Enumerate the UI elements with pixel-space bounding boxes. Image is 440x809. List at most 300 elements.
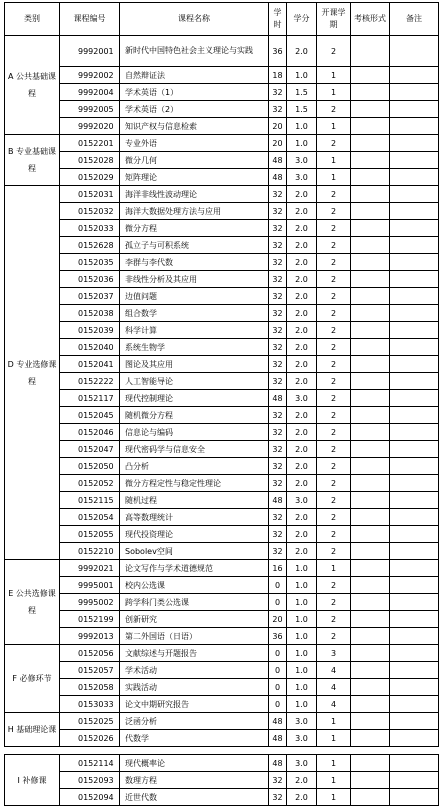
category-label: D 专业选修课程 <box>5 186 60 560</box>
course-notes <box>390 271 439 288</box>
course-row <box>5 101 439 118</box>
course-hours: 32 <box>269 424 287 441</box>
course-term: 2 <box>317 339 351 356</box>
course-code: 0152628 <box>60 237 120 254</box>
course-hours: 32 <box>269 772 287 789</box>
course-hours: 20 <box>269 611 287 628</box>
course-row <box>5 560 439 577</box>
course-name: 海洋非线性波动理论 <box>120 186 269 203</box>
course-term: 2 <box>317 101 351 118</box>
course-assessment <box>351 373 390 390</box>
course-notes <box>390 84 439 101</box>
course-name: 第二外国语（日语） <box>120 628 269 645</box>
category-label: F 必修环节 <box>5 645 60 713</box>
course-assessment <box>351 237 390 254</box>
course-row <box>5 594 439 611</box>
course-credits: 2.0 <box>287 356 317 373</box>
course-name: 文献综述与开题报告 <box>120 645 269 662</box>
course-name: 海洋大数据处理方法与应用 <box>120 203 269 220</box>
course-credits: 1.5 <box>287 101 317 118</box>
course-notes <box>390 441 439 458</box>
course-credits: 2.0 <box>287 271 317 288</box>
course-assessment <box>351 203 390 220</box>
course-code: 9992013 <box>60 628 120 645</box>
course-row <box>5 390 439 407</box>
course-notes <box>390 772 439 789</box>
course-notes <box>390 492 439 509</box>
course-credits: 1.0 <box>287 611 317 628</box>
course-credits: 2.0 <box>287 407 317 424</box>
course-hours: 48 <box>269 390 287 407</box>
course-credits: 3.0 <box>287 152 317 169</box>
course-term: 2 <box>317 373 351 390</box>
course-term: 2 <box>317 220 351 237</box>
category-label: A 公共基础课程 <box>5 36 60 135</box>
course-name: 人工智能导论 <box>120 373 269 390</box>
course-assessment <box>351 322 390 339</box>
course-hours: 32 <box>269 441 287 458</box>
course-row <box>5 424 439 441</box>
course-name: 创新研究 <box>120 611 269 628</box>
supplementary-table-body <box>5 755 439 806</box>
course-notes <box>390 373 439 390</box>
course-hours: 36 <box>269 628 287 645</box>
course-row <box>5 67 439 84</box>
course-hours: 32 <box>269 84 287 101</box>
course-row <box>5 492 439 509</box>
course-notes <box>390 407 439 424</box>
course-name: 新时代中国特色社会主义理论与实践 <box>120 36 269 67</box>
course-assessment <box>351 662 390 679</box>
course-row <box>5 628 439 645</box>
course-assessment <box>351 730 390 747</box>
course-hours: 32 <box>269 288 287 305</box>
course-notes <box>390 543 439 560</box>
course-code: 0152025 <box>60 713 120 730</box>
course-name: 非线性分析及其应用 <box>120 271 269 288</box>
course-code: 0153033 <box>60 696 120 713</box>
course-code: 0152056 <box>60 645 120 662</box>
course-hours: 16 <box>269 560 287 577</box>
course-hours: 32 <box>269 339 287 356</box>
course-hours: 0 <box>269 696 287 713</box>
course-name: 图论及其应用 <box>120 356 269 373</box>
course-assessment <box>351 305 390 322</box>
course-name: 随机过程 <box>120 492 269 509</box>
course-code: 0152040 <box>60 339 120 356</box>
course-code: 0152036 <box>60 271 120 288</box>
course-name: 现代概率论 <box>120 755 269 772</box>
course-credits: 2.0 <box>287 339 317 356</box>
course-hours: 32 <box>269 322 287 339</box>
course-credits: 3.0 <box>287 492 317 509</box>
course-code: 0152201 <box>60 135 120 152</box>
course-notes <box>390 509 439 526</box>
course-notes <box>390 118 439 135</box>
course-name: 知识产权与信息检索 <box>120 118 269 135</box>
course-notes <box>390 237 439 254</box>
course-term: 4 <box>317 679 351 696</box>
course-name: 学术英语（2） <box>120 101 269 118</box>
course-hours: 32 <box>269 356 287 373</box>
course-credits: 2.0 <box>287 254 317 271</box>
course-row <box>5 118 439 135</box>
course-hours: 48 <box>269 492 287 509</box>
course-credits: 3.0 <box>287 730 317 747</box>
course-credits: 1.0 <box>287 135 317 152</box>
course-name: 凸分析 <box>120 458 269 475</box>
course-credits: 2.0 <box>287 373 317 390</box>
course-credits: 2.0 <box>287 789 317 806</box>
course-code: 0152038 <box>60 305 120 322</box>
course-assessment <box>351 772 390 789</box>
course-assessment <box>351 543 390 560</box>
course-notes <box>390 339 439 356</box>
curriculum-table-body <box>5 3 439 747</box>
course-hours: 32 <box>269 203 287 220</box>
course-code: 9992004 <box>60 84 120 101</box>
course-term: 1 <box>317 84 351 101</box>
course-row <box>5 135 439 152</box>
course-name: 数理方程 <box>120 772 269 789</box>
course-term: 2 <box>317 492 351 509</box>
header-row <box>5 3 439 36</box>
course-assessment <box>351 475 390 492</box>
course-code: 9995002 <box>60 594 120 611</box>
course-credits: 2.0 <box>287 424 317 441</box>
course-term: 2 <box>317 203 351 220</box>
course-code: 0152029 <box>60 169 120 186</box>
course-code: 0152031 <box>60 186 120 203</box>
course-notes <box>390 169 439 186</box>
course-code: 9992002 <box>60 67 120 84</box>
course-assessment <box>351 424 390 441</box>
course-term: 1 <box>317 560 351 577</box>
course-notes <box>390 594 439 611</box>
course-row <box>5 543 439 560</box>
course-row <box>5 407 439 424</box>
course-notes <box>390 628 439 645</box>
course-credits: 2.0 <box>287 288 317 305</box>
course-term: 4 <box>317 662 351 679</box>
course-term: 2 <box>317 424 351 441</box>
course-row <box>5 679 439 696</box>
course-code: 0152047 <box>60 441 120 458</box>
course-name: 现代控制理论 <box>120 390 269 407</box>
course-row <box>5 237 439 254</box>
course-row <box>5 772 439 789</box>
course-row <box>5 789 439 806</box>
course-credits: 1.0 <box>287 679 317 696</box>
course-notes <box>390 475 439 492</box>
course-hours: 32 <box>269 407 287 424</box>
course-hours: 0 <box>269 645 287 662</box>
course-term: 1 <box>317 730 351 747</box>
course-notes <box>390 203 439 220</box>
course-row <box>5 458 439 475</box>
course-hours: 36 <box>269 36 287 67</box>
course-term: 1 <box>317 789 351 806</box>
course-row <box>5 755 439 772</box>
course-row <box>5 475 439 492</box>
course-row <box>5 509 439 526</box>
course-credits: 2.0 <box>287 220 317 237</box>
course-notes <box>390 730 439 747</box>
course-code: 0152046 <box>60 424 120 441</box>
course-term: 2 <box>317 475 351 492</box>
course-notes <box>390 424 439 441</box>
course-name: 随机微分方程 <box>120 407 269 424</box>
course-credits: 2.0 <box>287 322 317 339</box>
course-hours: 0 <box>269 679 287 696</box>
course-credits: 1.0 <box>287 560 317 577</box>
course-term: 2 <box>317 288 351 305</box>
header-assessment: 考核形式 <box>351 3 390 36</box>
course-row <box>5 730 439 747</box>
course-notes <box>390 152 439 169</box>
course-credits: 2.0 <box>287 441 317 458</box>
course-term: 2 <box>317 594 351 611</box>
course-code: 9992001 <box>60 36 120 67</box>
course-hours: 48 <box>269 169 287 186</box>
course-notes <box>390 755 439 772</box>
course-term: 4 <box>317 696 351 713</box>
course-assessment <box>351 441 390 458</box>
course-code: 9995001 <box>60 577 120 594</box>
course-code: 9992020 <box>60 118 120 135</box>
course-term: 2 <box>317 322 351 339</box>
course-code: 0152057 <box>60 662 120 679</box>
course-code: 0152093 <box>60 772 120 789</box>
course-term: 2 <box>317 628 351 645</box>
course-code: 0152222 <box>60 373 120 390</box>
course-notes <box>390 611 439 628</box>
course-name: 泛函分析 <box>120 713 269 730</box>
course-row <box>5 186 439 203</box>
course-credits: 2.0 <box>287 203 317 220</box>
course-hours: 20 <box>269 118 287 135</box>
course-hours: 32 <box>269 526 287 543</box>
course-code: 0152050 <box>60 458 120 475</box>
course-term: 1 <box>317 118 351 135</box>
course-credits: 3.0 <box>287 169 317 186</box>
course-credits: 2.0 <box>287 186 317 203</box>
supplementary-course-table <box>4 754 439 806</box>
course-code: 0152054 <box>60 509 120 526</box>
course-name: 微分方程定性与稳定性理论 <box>120 475 269 492</box>
course-row <box>5 696 439 713</box>
course-row <box>5 339 439 356</box>
course-notes <box>390 288 439 305</box>
course-notes <box>390 526 439 543</box>
course-row <box>5 271 439 288</box>
course-hours: 32 <box>269 254 287 271</box>
course-row <box>5 152 439 169</box>
course-assessment <box>351 526 390 543</box>
course-hours: 0 <box>269 577 287 594</box>
course-assessment <box>351 560 390 577</box>
course-assessment <box>351 645 390 662</box>
course-credits: 2.0 <box>287 526 317 543</box>
course-term: 3 <box>317 645 351 662</box>
course-hours: 48 <box>269 152 287 169</box>
course-assessment <box>351 118 390 135</box>
course-code: 0152033 <box>60 220 120 237</box>
course-assessment <box>351 67 390 84</box>
course-name: 微分几何 <box>120 152 269 169</box>
course-notes <box>390 713 439 730</box>
course-hours: 18 <box>269 67 287 84</box>
course-credits: 1.0 <box>287 594 317 611</box>
course-code: 9992005 <box>60 101 120 118</box>
course-credits: 2.0 <box>287 237 317 254</box>
course-term: 2 <box>317 305 351 322</box>
course-assessment <box>351 679 390 696</box>
header-category: 类别 <box>5 3 60 36</box>
course-code: 0152115 <box>60 492 120 509</box>
course-assessment <box>351 271 390 288</box>
course-code: 0152114 <box>60 755 120 772</box>
course-code: 0152039 <box>60 322 120 339</box>
course-row <box>5 373 439 390</box>
course-name: 论文写作与学术道德规范 <box>120 560 269 577</box>
course-notes <box>390 67 439 84</box>
course-code: 0152035 <box>60 254 120 271</box>
course-hours: 32 <box>269 475 287 492</box>
course-row <box>5 305 439 322</box>
course-hours: 32 <box>269 101 287 118</box>
course-term: 2 <box>317 458 351 475</box>
course-notes <box>390 390 439 407</box>
course-term: 1 <box>317 152 351 169</box>
course-name: 学术英语（1） <box>120 84 269 101</box>
category-label: H 基础理论课 <box>5 713 60 747</box>
course-name: 现代密码学与信息安全 <box>120 441 269 458</box>
course-notes <box>390 458 439 475</box>
course-code: 0152058 <box>60 679 120 696</box>
course-assessment <box>351 254 390 271</box>
course-name: 高等数理统计 <box>120 509 269 526</box>
course-code: 0152045 <box>60 407 120 424</box>
course-row <box>5 645 439 662</box>
course-credits: 1.0 <box>287 67 317 84</box>
course-term: 2 <box>317 135 351 152</box>
course-hours: 48 <box>269 755 287 772</box>
course-assessment <box>351 186 390 203</box>
course-credits: 2.0 <box>287 305 317 322</box>
course-term: 2 <box>317 186 351 203</box>
course-assessment <box>351 169 390 186</box>
course-code: 0152026 <box>60 730 120 747</box>
course-name: 近世代数 <box>120 789 269 806</box>
course-credits: 2.0 <box>287 475 317 492</box>
course-code: 0152199 <box>60 611 120 628</box>
course-term: 2 <box>317 36 351 67</box>
course-term: 2 <box>317 356 351 373</box>
course-name: 矩阵理论 <box>120 169 269 186</box>
course-code: 0152055 <box>60 526 120 543</box>
course-row <box>5 203 439 220</box>
course-code: 0152041 <box>60 356 120 373</box>
header-term: 开课学期 <box>317 3 351 36</box>
curriculum-table <box>4 2 439 747</box>
course-hours: 32 <box>269 373 287 390</box>
course-assessment <box>351 789 390 806</box>
course-assessment <box>351 458 390 475</box>
header-hours: 学时 <box>269 3 287 36</box>
category-label: B 专业基础课程 <box>5 135 60 186</box>
course-name: 边值问题 <box>120 288 269 305</box>
course-code: 0152037 <box>60 288 120 305</box>
course-term: 2 <box>317 526 351 543</box>
course-row <box>5 36 439 67</box>
course-hours: 32 <box>269 458 287 475</box>
course-credits: 3.0 <box>287 390 317 407</box>
course-term: 2 <box>317 441 351 458</box>
course-notes <box>390 322 439 339</box>
course-row <box>5 577 439 594</box>
course-assessment <box>351 101 390 118</box>
course-assessment <box>351 755 390 772</box>
course-notes <box>390 696 439 713</box>
course-credits: 2.0 <box>287 772 317 789</box>
course-hours: 32 <box>269 220 287 237</box>
course-credits: 3.0 <box>287 755 317 772</box>
course-row <box>5 254 439 271</box>
course-name: 微分方程 <box>120 220 269 237</box>
course-hours: 32 <box>269 271 287 288</box>
course-row <box>5 84 439 101</box>
course-notes <box>390 36 439 67</box>
course-assessment <box>351 135 390 152</box>
course-assessment <box>351 577 390 594</box>
course-term: 1 <box>317 755 351 772</box>
course-credits: 2.0 <box>287 509 317 526</box>
course-term: 1 <box>317 67 351 84</box>
course-credits: 3.0 <box>287 713 317 730</box>
course-term: 1 <box>317 772 351 789</box>
course-row <box>5 441 439 458</box>
course-term: 2 <box>317 577 351 594</box>
course-assessment <box>351 152 390 169</box>
course-name: 自然辩证法 <box>120 67 269 84</box>
course-assessment <box>351 407 390 424</box>
course-name: 代数学 <box>120 730 269 747</box>
course-assessment <box>351 288 390 305</box>
course-credits: 1.0 <box>287 696 317 713</box>
course-credits: 2.0 <box>287 543 317 560</box>
course-row <box>5 322 439 339</box>
course-notes <box>390 101 439 118</box>
course-name: 实践活动 <box>120 679 269 696</box>
course-hours: 20 <box>269 135 287 152</box>
course-notes <box>390 135 439 152</box>
course-assessment <box>351 356 390 373</box>
course-assessment <box>351 36 390 67</box>
course-hours: 32 <box>269 186 287 203</box>
course-code: 9992021 <box>60 560 120 577</box>
course-credits: 1.0 <box>287 118 317 135</box>
course-notes <box>390 789 439 806</box>
course-code: 0152032 <box>60 203 120 220</box>
course-name: Sobolev空间 <box>120 543 269 560</box>
course-notes <box>390 356 439 373</box>
course-assessment <box>351 509 390 526</box>
course-notes <box>390 220 439 237</box>
course-assessment <box>351 611 390 628</box>
course-hours: 32 <box>269 237 287 254</box>
course-row <box>5 526 439 543</box>
